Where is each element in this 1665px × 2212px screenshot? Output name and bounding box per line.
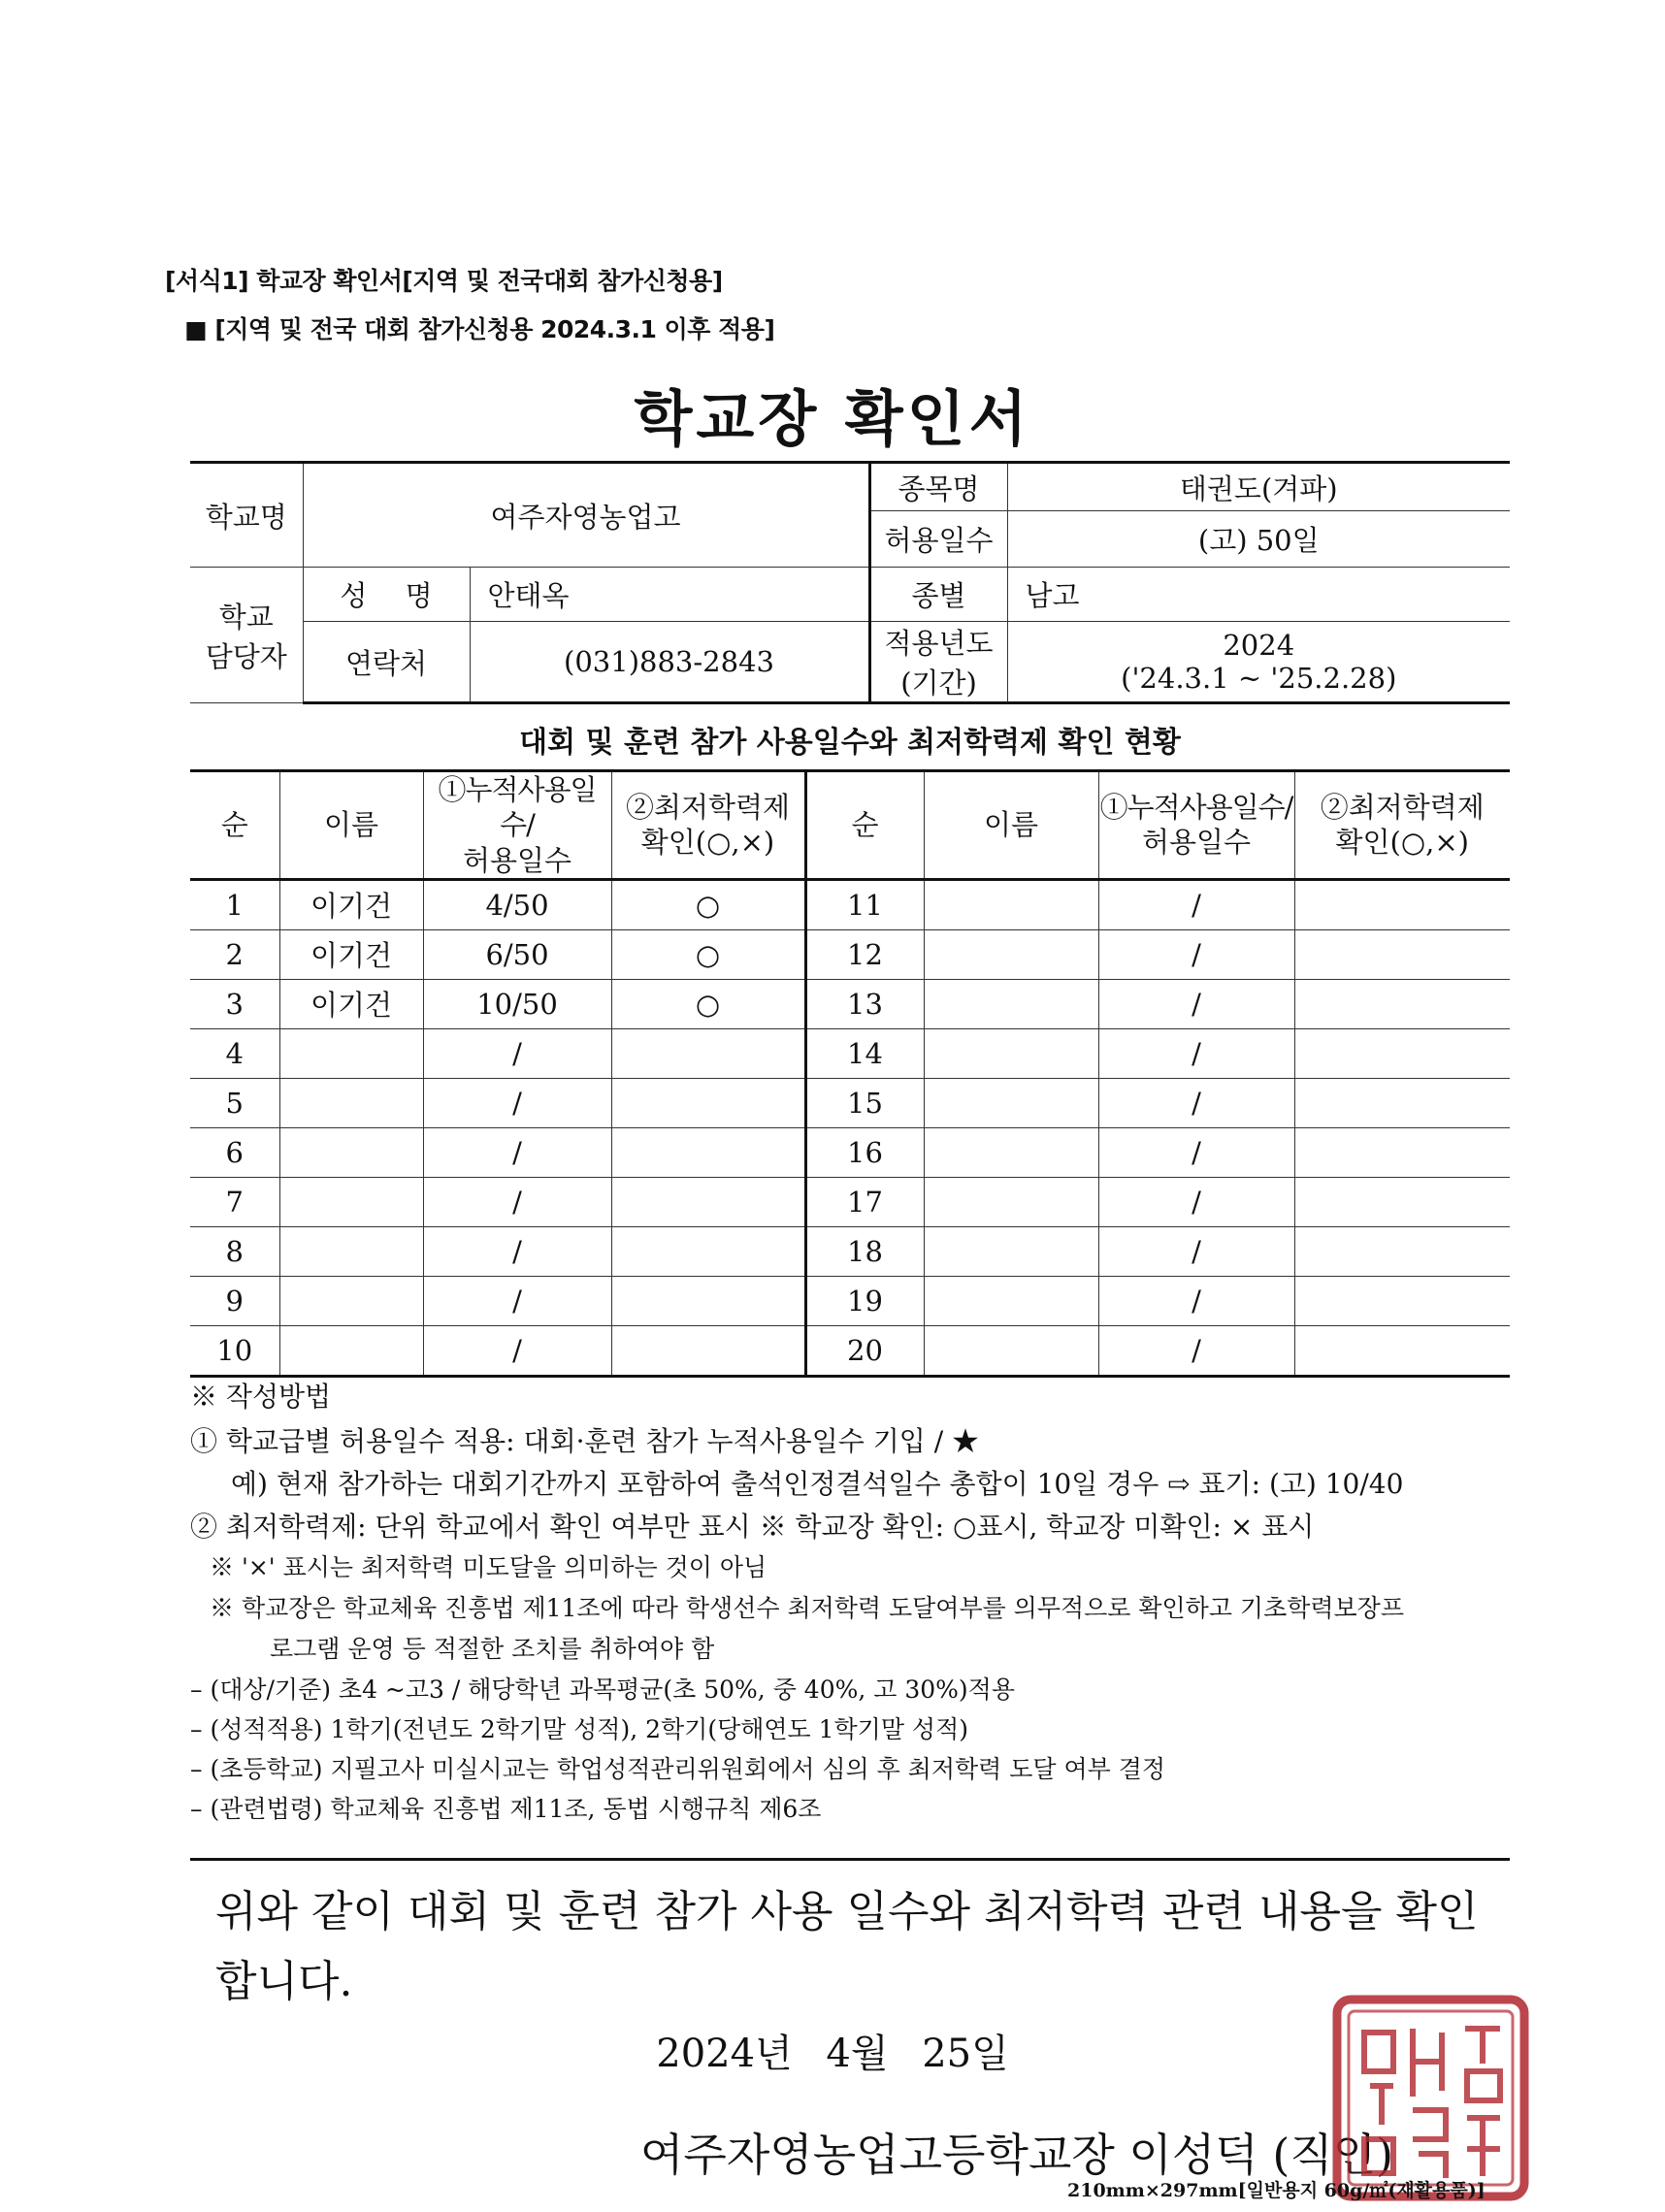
manager-label: [190, 568, 303, 703]
row-days-left: /: [423, 1325, 611, 1376]
row-days-left: 4/50: [423, 879, 611, 929]
manager-label-line2: 담당자: [205, 639, 287, 673]
year-value-line2: ('24.3.1 ~ '25.2.28): [1121, 662, 1397, 695]
col-check-left-line2: 확인(○,×): [640, 826, 775, 860]
table-row: [190, 1226, 1510, 1276]
year-label-line2: (기간): [900, 667, 977, 699]
table-row: [190, 879, 1510, 929]
issue-date: 2024년 4월 25일: [656, 2032, 1009, 2076]
row-check-right: [1294, 1028, 1510, 1078]
row-check-left: [611, 1127, 805, 1177]
table-row: [190, 1078, 1510, 1127]
row-no-right: 17: [805, 1177, 924, 1226]
col-days-right-line1: ①누적사용일수/: [1099, 791, 1293, 825]
row-days-left: /: [423, 1276, 611, 1325]
section-title: 대회 및 훈련 참가 사용일수와 최저학력제 확인 현황: [519, 726, 1181, 760]
note-dash-2: – (성적적용) 1학기(전년도 2학기말 성적), 2학기(당해연도 1학기말 성적): [190, 1715, 968, 1743]
event-label: 종목명: [869, 463, 1007, 511]
allowed-days-label: 허용일수: [869, 511, 1007, 568]
row-name-right: [924, 879, 1098, 929]
row-no-right: 12: [805, 929, 924, 979]
row-check-left: ○: [611, 879, 805, 929]
row-days-right: /: [1098, 879, 1294, 929]
row-no-left: 4: [190, 1028, 279, 1078]
writing-instructions: [190, 1376, 1529, 1830]
row-days-right: /: [1098, 1276, 1294, 1325]
contact-value: (031)883-2843: [470, 622, 869, 703]
allowed-days-value: (고) 50일: [1007, 511, 1510, 568]
year-label-line1: 적용년도: [884, 627, 994, 660]
col-order-left: 순: [190, 771, 279, 880]
note-item-1: ① 학교급별 허용일수 적용: 대회·훈련 참가 누적사용일수 기입 / ★: [190, 1425, 980, 1457]
row-name-left: 이기건: [279, 879, 423, 929]
row-name-left: 이기건: [279, 979, 423, 1028]
row-check-left: ○: [611, 979, 805, 1028]
table-row: [190, 929, 1510, 979]
name-value: 안태옥: [470, 568, 869, 622]
note-dash-4: – (관련법령) 학교체육 진흥법 제11조, 동법 시행규칙 제6조: [190, 1795, 822, 1823]
usage-table: [190, 769, 1510, 1378]
row-name-right: [924, 1226, 1098, 1276]
row-name-right: [924, 1325, 1098, 1376]
row-check-left: ○: [611, 929, 805, 979]
row-no-right: 11: [805, 879, 924, 929]
col-days-right: [1098, 771, 1294, 880]
notes-heading: ※ 작성방법: [190, 1381, 332, 1413]
usage-table-header: [190, 771, 1510, 880]
row-check-right: [1294, 879, 1510, 929]
row-name-right: [924, 1127, 1098, 1177]
confirmation-text: 위와 같이 대회 및 훈련 참가 사용 일수와 최저학력 관련 내용을 확인합니다.: [215, 1887, 1479, 2006]
table-row: [190, 1177, 1510, 1226]
year-label: [869, 622, 1007, 703]
row-check-right: [1294, 929, 1510, 979]
row-name-left: [279, 1078, 423, 1127]
school-name-label: 학교명: [190, 463, 303, 568]
page-title: 학교장 확인서: [634, 383, 1031, 454]
row-name-right: [924, 1177, 1098, 1226]
note-sub-1: ※ '×' 표시는 최저학력 미도달을 의미하는 것이 아님: [210, 1553, 767, 1581]
row-days-right: /: [1098, 1325, 1294, 1376]
row-days-left: /: [423, 1177, 611, 1226]
row-name-right: [924, 929, 1098, 979]
col-days-left-line2: 허용일수: [462, 843, 572, 877]
col-check-left-line1: ②최저학력제: [625, 791, 791, 825]
paper-size-footer: 210mm×297mm[일반용지 60g/㎡(재활용품)]: [1067, 2180, 1485, 2201]
divider: [190, 1858, 1510, 1861]
category-label: 종별: [869, 568, 1007, 622]
row-days-left: 6/50: [423, 929, 611, 979]
row-days-left: /: [423, 1028, 611, 1078]
contact-label: 연락처: [303, 622, 470, 703]
note-sub-2-cont: 로그램 운영 등 적절한 조치를 취하여야 함: [270, 1635, 715, 1663]
row-days-right: /: [1098, 1028, 1294, 1078]
note-sub-2: ※ 학교장은 학교체육 진흥법 제11조에 따라 학생선수 최저학력 도달여부를 의무적으로 확인하고 기초학력보장프: [210, 1594, 1404, 1622]
row-days-left: 10/50: [423, 979, 611, 1028]
year-value: [1007, 622, 1510, 703]
note-item-1-example: 예) 현재 참가하는 대회기간까지 포함하여 출석인정결석일수 총합이 10일 경우 ⇨ 표기: (고) 10/40: [231, 1468, 1404, 1500]
row-check-left: [611, 1226, 805, 1276]
row-days-right: /: [1098, 1177, 1294, 1226]
school-info-table: [190, 461, 1510, 704]
row-days-right: /: [1098, 1226, 1294, 1276]
category-value: 남고: [1007, 568, 1510, 622]
row-name-left: [279, 1028, 423, 1078]
row-days-right: /: [1098, 1127, 1294, 1177]
row-name-left: [279, 1177, 423, 1226]
row-check-right: [1294, 1127, 1510, 1177]
event-value: 태권도(겨파): [1007, 463, 1510, 511]
row-no-left: 3: [190, 979, 279, 1028]
row-check-left: [611, 1177, 805, 1226]
col-check-right: [1294, 771, 1510, 880]
row-check-right: [1294, 1325, 1510, 1376]
col-check-right-line2: 확인(○,×): [1335, 826, 1469, 860]
row-days-right: /: [1098, 1078, 1294, 1127]
row-no-right: 19: [805, 1276, 924, 1325]
year-value-line1: 2024: [1223, 629, 1295, 662]
col-name-left: 이름: [279, 771, 423, 880]
row-name-right: [924, 1078, 1098, 1127]
principal-signature-line: 여주자영농업고등학교장 이성덕 (직인): [640, 2129, 1394, 2181]
row-no-right: 18: [805, 1226, 924, 1276]
row-check-left: [611, 1325, 805, 1376]
note-item-2: ② 최저학력제: 단위 학교에서 확인 여부만 표시 ※ 학교장 확인: ○표시, 학교장 미확인: × 표시: [190, 1511, 1315, 1543]
row-check-right: [1294, 1078, 1510, 1127]
row-check-right: [1294, 1226, 1510, 1276]
row-name-left: [279, 1226, 423, 1276]
note-dash-1: – (대상/기준) 초4 ~고3 / 해당학년 과목평균(초 50%, 중 40%, 고 30%)적용: [190, 1675, 1015, 1704]
row-days-right: /: [1098, 929, 1294, 979]
col-order-right: 순: [805, 771, 924, 880]
row-no-left: 1: [190, 879, 279, 929]
row-name-right: [924, 1028, 1098, 1078]
row-no-right: 20: [805, 1325, 924, 1376]
name-label: 성 명: [303, 568, 470, 622]
row-name-left: [279, 1127, 423, 1177]
row-name-right: [924, 979, 1098, 1028]
school-name-value: 여주자영농업고: [303, 463, 869, 568]
official-seal-stamp: [1331, 1994, 1530, 2202]
form-sub-label: ■ [지역 및 전국 대회 참가신청용 2024.3.1 이후 적용]: [184, 315, 775, 343]
row-days-left: /: [423, 1127, 611, 1177]
row-no-left: 7: [190, 1177, 279, 1226]
col-days-left: [423, 771, 611, 880]
row-no-right: 16: [805, 1127, 924, 1177]
col-check-left: [611, 771, 805, 880]
row-no-right: 13: [805, 979, 924, 1028]
row-no-right: 15: [805, 1078, 924, 1127]
table-row: [190, 1276, 1510, 1325]
note-dash-3: – (초등학교) 지필고사 미실시교는 학업성적관리위원회에서 심의 후 최저학력 도달 여부 결정: [190, 1755, 1166, 1783]
table-row: [190, 1325, 1510, 1376]
row-check-left: [611, 1078, 805, 1127]
row-check-right: [1294, 1276, 1510, 1325]
row-days-left: /: [423, 1078, 611, 1127]
row-no-left: 9: [190, 1276, 279, 1325]
table-row: [190, 1127, 1510, 1177]
row-days-right: /: [1098, 979, 1294, 1028]
col-days-right-line2: 허용일수: [1141, 826, 1252, 860]
row-no-left: 10: [190, 1325, 279, 1376]
row-name-left: 이기건: [279, 929, 423, 979]
row-days-left: /: [423, 1226, 611, 1276]
row-check-right: [1294, 1177, 1510, 1226]
row-check-left: [611, 1028, 805, 1078]
col-days-left-line1: ①누적사용일수/: [438, 773, 597, 842]
col-name-right: 이름: [924, 771, 1098, 880]
row-no-left: 6: [190, 1127, 279, 1177]
row-no-left: 8: [190, 1226, 279, 1276]
manager-label-line1: 학교: [218, 600, 274, 634]
row-no-right: 14: [805, 1028, 924, 1078]
row-name-right: [924, 1276, 1098, 1325]
row-no-left: 5: [190, 1078, 279, 1127]
table-row: [190, 979, 1510, 1028]
row-name-left: [279, 1325, 423, 1376]
col-check-right-line1: ②최저학력제: [1320, 791, 1485, 825]
row-no-left: 2: [190, 929, 279, 979]
row-check-right: [1294, 979, 1510, 1028]
row-name-left: [279, 1276, 423, 1325]
form-label: [서식1] 학교장 확인서[지역 및 전국대회 참가신청용]: [165, 267, 723, 295]
table-row: [190, 1028, 1510, 1078]
row-check-left: [611, 1276, 805, 1325]
